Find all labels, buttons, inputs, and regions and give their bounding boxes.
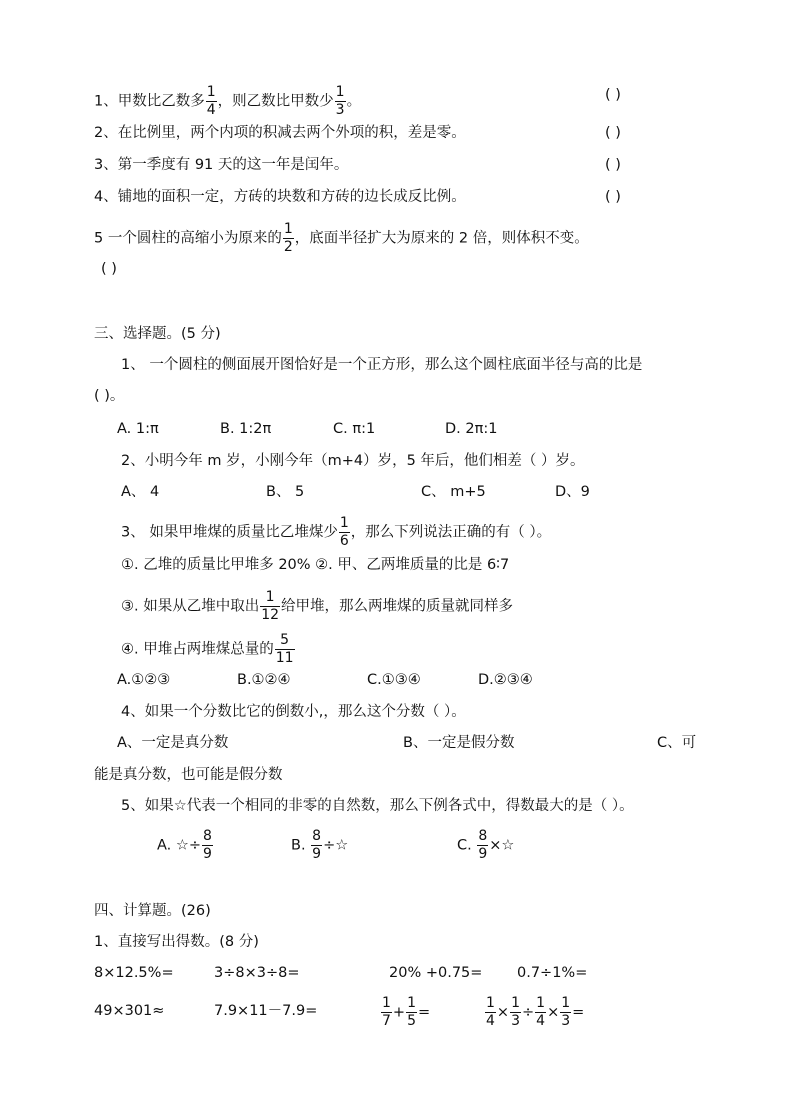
option-a[interactable]: A、一定是真分数	[117, 735, 229, 751]
fraction: $\frac{8}{9}$	[203, 828, 212, 862]
statement-1-2: ①. 乙堆的质量比甲堆多 20% ②. 甲、乙两堆质量的比是 6∶7	[121, 557, 510, 573]
choice-q3: 3、 如果甲堆煤的质量比乙堆煤少 $\frac{1}{6}$ ，那么下列说法正确的有（ ）。	[121, 515, 552, 549]
fraction: $\frac{1}{6}$	[339, 515, 349, 549]
option-b[interactable]: B. $\frac{8}{9}$ ÷☆	[291, 828, 349, 862]
section-title-choice: 三、选择题。(5 分)	[94, 326, 221, 342]
statement-3: ③. 如果从乙堆中取出 $\frac{1}{12}$ 给甲堆，那么两堆煤的质量就同样多	[121, 589, 514, 623]
calc-item: 3÷8×3÷8=	[214, 965, 300, 981]
judge-q5: 5 一个圆柱的高缩小为原来的 $\frac{1}{2}$ ，底面半径扩大为原来的 2 倍，则体积不变。	[94, 221, 589, 255]
option-c[interactable]: C.①③④	[367, 672, 421, 688]
option-b[interactable]: B、 5	[266, 484, 305, 500]
judge-q4: 4、铺地的面积一定，方砖的块数和方砖的边长成反比例。	[94, 189, 466, 205]
calc-item: 49×301≈	[94, 1003, 165, 1019]
option-b[interactable]: B、一定是假分数	[403, 735, 515, 751]
fraction: $\frac{1}{12}$	[261, 589, 280, 623]
option-b[interactable]: B. 1:2π	[220, 421, 272, 437]
answer-blank[interactable]: ( )	[605, 125, 621, 141]
calc-item: 20% +0.75=	[389, 965, 483, 981]
fraction: $\frac{1}{3}$	[335, 84, 345, 118]
option-a[interactable]: A. ☆÷ $\frac{8}{9}$	[157, 828, 212, 862]
option-c-continued: 能是真分数，也可能是假分数	[94, 767, 283, 783]
calc-item: $\frac{1}{7}$ + $\frac{1}{5}$ =	[382, 995, 431, 1029]
choice-q4: 4、如果一个分数比它的倒数小,，那么这个分数（ ）。	[121, 704, 466, 720]
option-c[interactable]: C. π:1	[333, 421, 376, 437]
section-title-calc: 四、计算题。(26)	[94, 903, 211, 919]
fraction: $\frac{1}{4}$	[206, 84, 216, 118]
choice-q2: 2、小明今年 m 岁，小刚今年（m+4）岁，5 年后，他们相差（ ）岁。	[121, 453, 585, 469]
fraction: $\frac{1}{3}$	[561, 995, 571, 1029]
calc-item: 8×12.5%=	[94, 965, 174, 981]
answer-blank[interactable]: ( )	[605, 157, 621, 173]
judge-q2: 2、在比例里，两个内项的积减去两个外项的积，差是零。	[94, 125, 466, 141]
option-d[interactable]: D.②③④	[478, 672, 533, 688]
calc-item: 0.7÷1%=	[517, 965, 588, 981]
choice-q1-blank[interactable]: ( )。	[94, 388, 125, 404]
fraction: $\frac{8}{9}$	[312, 828, 322, 862]
calc-subtitle: 1、直接写出得数。(8 分)	[94, 934, 259, 950]
option-a[interactable]: A.①②③	[117, 672, 171, 688]
fraction: $\frac{8}{9}$	[478, 828, 488, 862]
option-d[interactable]: D、9	[555, 484, 590, 500]
answer-blank[interactable]: ( )	[101, 261, 117, 277]
option-d[interactable]: D. 2π:1	[445, 421, 498, 437]
choice-q5: 5、如果☆代表一个相同的非零的自然数，那么下例各式中，得数最大的是（ ）。	[121, 798, 634, 814]
fraction: $\frac{5}{11}$	[275, 632, 294, 666]
option-c[interactable]: C. $\frac{8}{9}$ ×☆	[457, 828, 515, 862]
fraction: $\frac{1}{4}$	[486, 995, 495, 1029]
fraction: $\frac{1}{3}$	[511, 995, 520, 1029]
answer-blank[interactable]: ( )	[605, 189, 621, 205]
fraction: $\frac{1}{5}$	[407, 995, 416, 1029]
answer-blank[interactable]: ( )	[605, 87, 621, 103]
calc-item: $\frac{1}{4}$ × $\frac{1}{3}$ ÷ $\frac{1}{4}$ × $\frac{1}{3}$ =	[486, 995, 585, 1029]
option-a[interactable]: A、 4	[121, 484, 160, 500]
option-a[interactable]: A. 1:π	[117, 421, 159, 437]
judge-q1: 1、甲数比乙数多 $\frac{1}{4}$ ，则乙数比甲数少 $\frac{1}{3}$ 。	[94, 84, 362, 118]
calc-item: 7.9×11－7.9=	[214, 1003, 318, 1019]
option-c[interactable]: C、 m+5	[421, 484, 486, 500]
statement-4: ④. 甲堆占两堆煤总量的 $\frac{5}{11}$	[121, 632, 294, 666]
fraction: $\frac{1}{4}$	[536, 995, 546, 1029]
fraction: $\frac{1}{2}$	[283, 221, 293, 255]
option-b[interactable]: B.①②④	[237, 672, 291, 688]
option-c[interactable]: C、可	[657, 735, 697, 751]
choice-q1: 1、 一个圆柱的侧面展开图恰好是一个正方形，那么这个圆柱底面半径与高的比是	[121, 357, 643, 373]
judge-q3: 3、第一季度有 91 天的这一年是闰年。	[94, 157, 349, 173]
fraction: $\frac{1}{7}$	[382, 995, 391, 1029]
